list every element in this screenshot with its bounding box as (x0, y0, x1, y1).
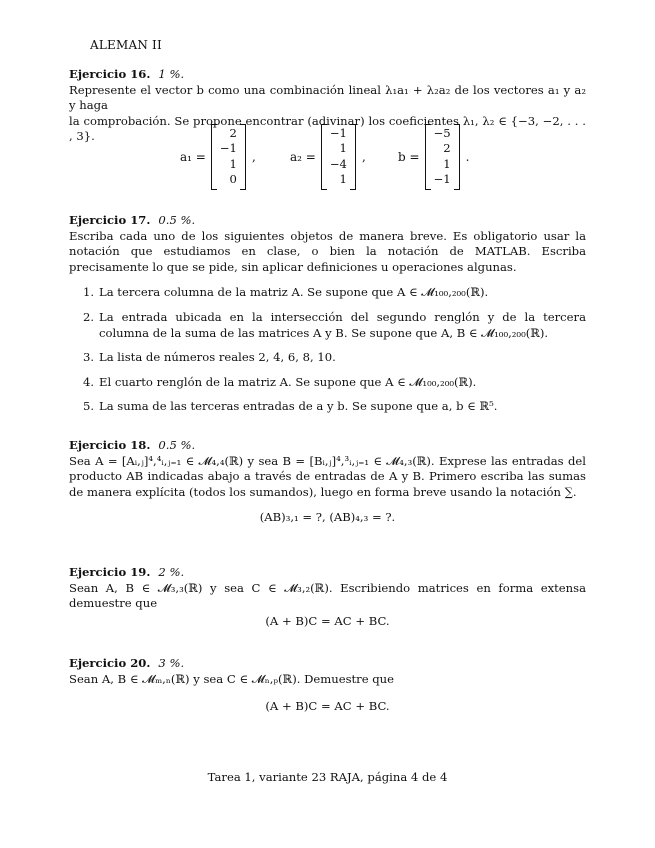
vector-b-entry: 2 (443, 141, 451, 156)
vector-b-entry: 1 (443, 156, 451, 171)
separator-comma: , (251, 149, 256, 164)
exercise-18-text: Sea A = [Aᵢ,ⱼ]⁴,⁴ᵢ,ⱼ₌₁ ∈ 𝓜₄,₄(ℝ) y sea B = [Bᵢ,ⱼ]⁴,³ᵢ,ⱼ₌₁ ∈ 𝓜₄,₃(ℝ). Exprese las entradas del producto AB indicadas abajo a través de entradas de A y B. Primero escriba las sumas de manera explícita (todos los sumandos), luego en forma breve usando la notación ∑. (69, 453, 586, 499)
list-item-text: El cuarto renglón de la matriz A. Se supone que A ∈ 𝓜₁₀₀,₂₀₀(ℝ). (99, 374, 477, 389)
list-item (69, 350, 586, 366)
vector-b-label: b = (398, 149, 420, 164)
exercise-19-percent: 2 %. (158, 565, 185, 579)
list-item-number: 5. (83, 399, 95, 414)
vector-b (398, 124, 469, 190)
vector-a2-entry: −4 (329, 156, 347, 171)
vector-a1-label: a₁ = (180, 149, 206, 164)
vector-b-matrix (425, 124, 460, 190)
list-item-number: 4. (83, 374, 95, 389)
list-item-number: 3. (83, 350, 95, 365)
separator-comma: , (361, 149, 366, 164)
exercise-18-title: Ejercicio 18. (69, 438, 151, 452)
exercise-20-text: Sean A, B ∈ 𝓜ₘ,ₙ(ℝ) y sea C ∈ 𝓜ₙ,ₚ(ℝ). Demuestre que (69, 671, 395, 686)
list-item-text: La lista de números reales 2, 4, 6, 8, 10. (99, 350, 336, 365)
vector-b-entry: −5 (433, 126, 451, 140)
exercise-17-intro: Escriba cada uno de los siguientes objetos de manera breve. Es obligatorio usar la notación que estudiamos en clase, o bien la notación de MATLAB. Escriba precisamente lo que se pide, sin aplicar definiciones u operaciones algunas. (69, 228, 586, 274)
list-item-text: La suma de las terceras entradas de a y b. Se supone que a, b ∈ ℝ⁵. (99, 399, 498, 414)
list-item-text: La entrada ubicada en la intersección del segundo renglón y de la tercera columna de la suma de las matrices A y B. Se supone que A, B ∈ 𝓜₁₀₀,₂₀₀(ℝ). (99, 309, 586, 340)
vector-a1-entry: 2 (229, 126, 237, 140)
vector-a2-label: a₂ = (290, 149, 316, 164)
exercise-16-percent: 1 %. (158, 67, 185, 81)
page-header: ALEMAN II (90, 38, 162, 52)
exercise-16-title: Ejercicio 16. (69, 67, 151, 81)
list-item-text: La tercera columna de la matriz A. Se supone que A ∈ 𝓜₁₀₀,₂₀₀(ℝ). (99, 285, 489, 300)
exercise-19-formula: (A + B)C = AC + BC. (265, 613, 390, 628)
vector-a2-entry: 1 (339, 172, 347, 187)
list-item (69, 399, 586, 415)
exercise-20-percent: 3 %. (158, 656, 185, 670)
exercise-18-formula: (AB)₃,₁ = ?, (AB)₄,₃ = ?. (259, 510, 396, 525)
page-footer: Tarea 1, variante 23 RAJA, página 4 de 4 (207, 770, 448, 784)
vector-a1-entry: 1 (229, 156, 237, 171)
exercise-20 (69, 656, 586, 725)
exercise-17-list (69, 285, 586, 415)
exercise-17-title: Ejercicio 17. (69, 213, 151, 227)
exercise-19-title: Ejercicio 19. (69, 565, 151, 579)
list-item-number: 2. (83, 309, 95, 324)
final-period: . (465, 149, 470, 164)
exercise-18-percent: 0.5 %. (158, 438, 196, 452)
vector-a1-entry: −1 (219, 141, 237, 156)
exercise-20-title: Ejercicio 20. (69, 656, 151, 670)
exercise-16-line-2: la comprobación. Se propone encontrar (adivinar) los coeficientes λ₁, λ₂ ∈ {−3, −2, . . . , 3}. (69, 113, 586, 144)
vector-b-entry: −1 (433, 172, 451, 187)
vector-a2-entry: 1 (339, 141, 347, 156)
list-item (69, 310, 586, 341)
vector-display (180, 124, 490, 190)
exercise-16-line-1: Represente el vector b como una combinación lineal λ₁a₁ + λ₂a₂ de los vectores a₁ y a₂ y haga (69, 82, 586, 113)
vector-a1 (180, 124, 256, 190)
list-item-number: 1. (83, 285, 95, 300)
vector-a2-entry: −1 (329, 126, 347, 140)
vector-a2-matrix (321, 124, 356, 190)
exercise-19 (69, 565, 586, 639)
list-item (69, 375, 586, 391)
exercise-20-formula: (A + B)C = AC + BC. (265, 699, 390, 714)
vector-a1-matrix (211, 124, 246, 190)
exercise-18 (69, 438, 586, 536)
exercise-17 (69, 213, 586, 424)
vector-a1-entry: 0 (229, 172, 237, 187)
exercise-19-text: Sean A, B ∈ 𝓜₃,₃(ℝ) y sea C ∈ 𝓜₃,₂(ℝ). Escribiendo matrices en forma extensa demuestre que (69, 580, 586, 611)
vector-a2 (290, 124, 366, 190)
list-item (69, 285, 586, 301)
exercise-17-percent: 0.5 %. (158, 213, 196, 227)
